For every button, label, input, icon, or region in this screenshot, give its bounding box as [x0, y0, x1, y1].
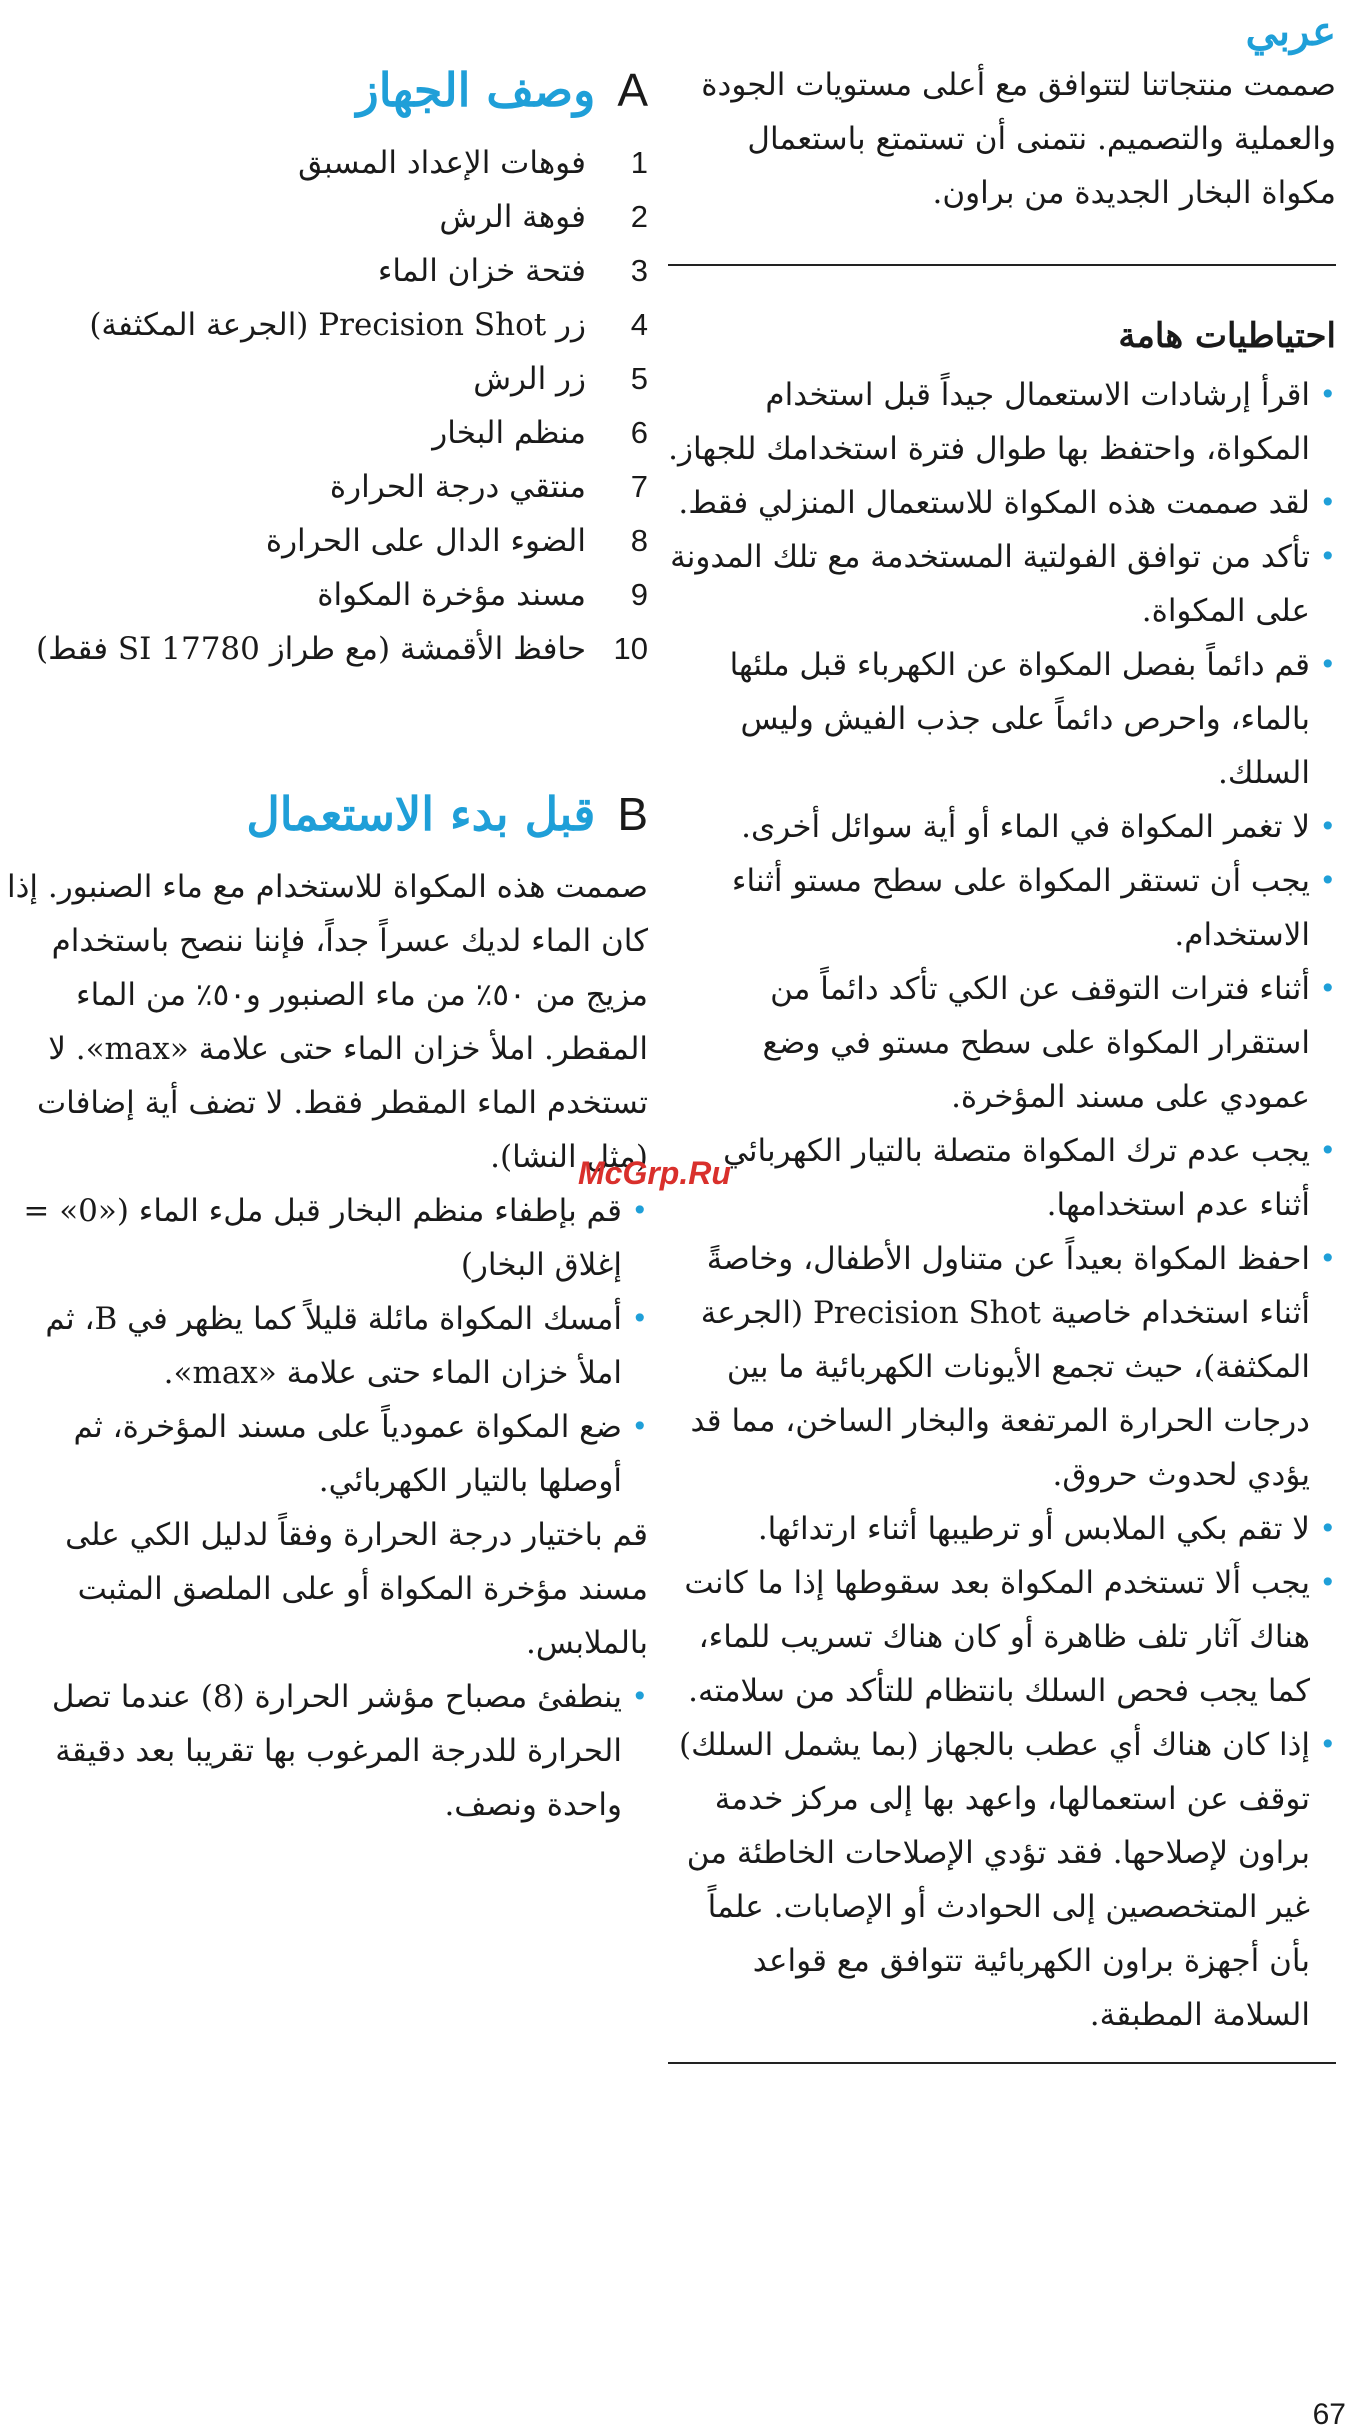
- part-item: 4 زر Precision Shot (الجرعة المكثفة): [89, 307, 648, 343]
- watermark: McGrp.Ru: [578, 1155, 731, 1191]
- precaution-item: • يجب عدم ترك المكواة متصلة بالتيار الكهربائي أثناء عدم استخدامها.: [668, 1124, 1336, 1232]
- precaution-item: • تأكد من توافق الفولتية المستخدمة مع تلك المدونة على المكواة.: [668, 530, 1336, 638]
- section-b-heading: [0, 784, 648, 844]
- part-item: 7 منتقي درجة الحرارة: [329, 469, 648, 505]
- precautions-list: [668, 368, 1336, 2042]
- bullet-icon: •: [631, 1194, 648, 1227]
- precaution-item: • لا تغمر المكواة في الماء أو أية سوائل أخرى.: [668, 800, 1336, 854]
- divider-top: [668, 264, 1336, 266]
- bullet-icon: •: [1319, 486, 1336, 519]
- bullet-icon: •: [1319, 378, 1336, 411]
- section-a-title: وصف الجهاز: [356, 63, 596, 117]
- divider-bottom: [668, 2062, 1336, 2064]
- bullet-icon: •: [1319, 1566, 1336, 1599]
- precaution-item: • لقد صممت هذه المكواة للاستعمال المنزلي فقط.: [668, 476, 1336, 530]
- bullet-icon: •: [1319, 1512, 1336, 1545]
- precaution-item: • لا تقم بكي الملابس أو ترطيبها أثناء ارتدائها.: [668, 1502, 1336, 1556]
- section-b-paragraph: صممت هذه المكواة للاستخدام مع ماء الصنبور. إذا كان الماء لديك عسراً جداً، فإننا ننصح باستخدام مزيج من ٥٠٪ من ماء الصنبور و٥٠٪ من الماء المقطر. املأ خزان الماء حتى علامة «max». لا تستخدم الماء المقطر فقط. لا تضف أية إضافات (مثل النشا).: [6, 869, 648, 1175]
- temperature-paragraph: قم باختيار درجة الحرارة وفقاً لدليل الكي على مسند مؤخرة المكواة أو على الملصق المثبت بالملابس.: [65, 1517, 648, 1661]
- left-column: [0, 60, 648, 1832]
- section-b-title: قبل بدء الاستعمال: [246, 787, 596, 841]
- precaution-item: • اقرأ إرشادات الاستعمال جيداً قبل استخدام المكواة، واحتفظ بها طوال فترة استخدامك للجهاز.: [668, 368, 1336, 476]
- bullet-icon: •: [1319, 540, 1336, 573]
- precaution-item: • قم دائماً بفصل المكواة عن الكهرباء قبل ملئها بالماء، واحرص دائماً على جذب الفيش وليس السلك.: [668, 638, 1336, 800]
- step-item: • قم بإطفاء منظم البخار قبل ملء الماء («0» = إغلاق البخار): [0, 1184, 648, 1292]
- step-item: • أمسك المكواة مائلة قليلاً كما يظهر في B، ثم املأ خزان الماء حتى علامة «max».: [0, 1292, 648, 1400]
- parts-list: [0, 136, 648, 676]
- precaution-item: • يجب أن تستقر المكواة على سطح مستو أثناء الاستخدام.: [668, 854, 1336, 962]
- bullet-icon: •: [1319, 1242, 1336, 1275]
- bullet-icon: •: [631, 1680, 648, 1713]
- part-item: 2 فوهة الرش: [439, 199, 648, 235]
- section-b-letter: B: [617, 788, 648, 840]
- part-item: 10 حافظ الأقمشة (مع طراز SI 17780 فقط): [36, 631, 648, 667]
- precaution-item: • يجب ألا تستخدم المكواة بعد سقوطها إذا ما كانت هناك آثار تلف ظاهرة أو كان هناك تسريب للماء، كما يجب فحص السلك بانتظام للتأكد من سلامته.: [668, 1556, 1336, 1718]
- page-number: 67: [1312, 2398, 1346, 2431]
- bullet-icon: •: [1319, 864, 1336, 897]
- part-item: 1 فوهات الإعداد المسبق: [298, 145, 648, 181]
- part-item: 3 فتحة خزان الماء: [377, 253, 648, 289]
- intro-paragraph: صممت منتجاتنا لتتوافق مع أعلى مستويات الجودة والعملية والتصميم. نتمنى أن تستمتع باستعمال مكواة البخار الجديدة من براون.: [701, 67, 1336, 211]
- section-a-heading: [0, 60, 648, 120]
- step-item: • ينطفئ مصباح مؤشر الحرارة (8) عندما تصل الحرارة للدرجة المرغوب بها تقريبا بعد دقيقة واحدة ونصف.: [0, 1670, 648, 1832]
- part-item: 8 الضوء الدال على الحرارة: [265, 523, 648, 559]
- part-item: 5 زر الرش: [473, 361, 648, 397]
- precautions-title: احتياطيات هامة: [1118, 316, 1336, 356]
- right-column: [668, 6, 1336, 2064]
- precaution-item: • إذا كان هناك أي عطب بالجهاز (بما يشمل السلك) توقف عن استعمالها، واعهد بها إلى مركز خدمة براون لإصلاحها. فقد تؤدي الإصلاحات الخاطئة من غير المتخصصين إلى الحوادث أو الإصابات. علماً بأن أجهزة براون الكهربائية تتوافق مع قواعد السلامة المطبقة.: [668, 1718, 1336, 2042]
- precaution-item: • أثناء فترات التوقف عن الكي تأكد دائماً من استقرار المكواة على سطح مستو في وضع عمودي على مسند المؤخرة.: [668, 962, 1336, 1124]
- bullet-icon: •: [631, 1410, 648, 1443]
- section-b-final: [0, 1670, 648, 1832]
- section-a-letter: A: [617, 64, 648, 116]
- part-item: 6 منظم البخار: [432, 415, 648, 451]
- part-item: 9 مسند مؤخرة المكواة: [317, 577, 648, 613]
- bullet-icon: •: [1319, 1134, 1336, 1167]
- precaution-item: • احفظ المكواة بعيداً عن متناول الأطفال، وخاصةً أثناء استخدام خاصية Precision Shot (الجرعة المكثفة)، حيث تجمع الأيونات الكهربائية ما بين درجات الحرارة المرتفعة والبخار الساخن، مما قد يؤدي لحدوث حروق.: [668, 1232, 1336, 1502]
- bullet-icon: •: [1319, 972, 1336, 1005]
- bullet-icon: •: [1319, 1728, 1336, 1761]
- bullet-icon: •: [631, 1302, 648, 1335]
- language-title: عربي: [1245, 8, 1336, 55]
- step-item: • ضع المكواة عمودياً على مسند المؤخرة، ثم أوصلها بالتيار الكهربائي.: [0, 1400, 648, 1508]
- bullet-icon: •: [1319, 648, 1336, 681]
- section-b-steps: [0, 1184, 648, 1508]
- bullet-icon: •: [1319, 810, 1336, 843]
